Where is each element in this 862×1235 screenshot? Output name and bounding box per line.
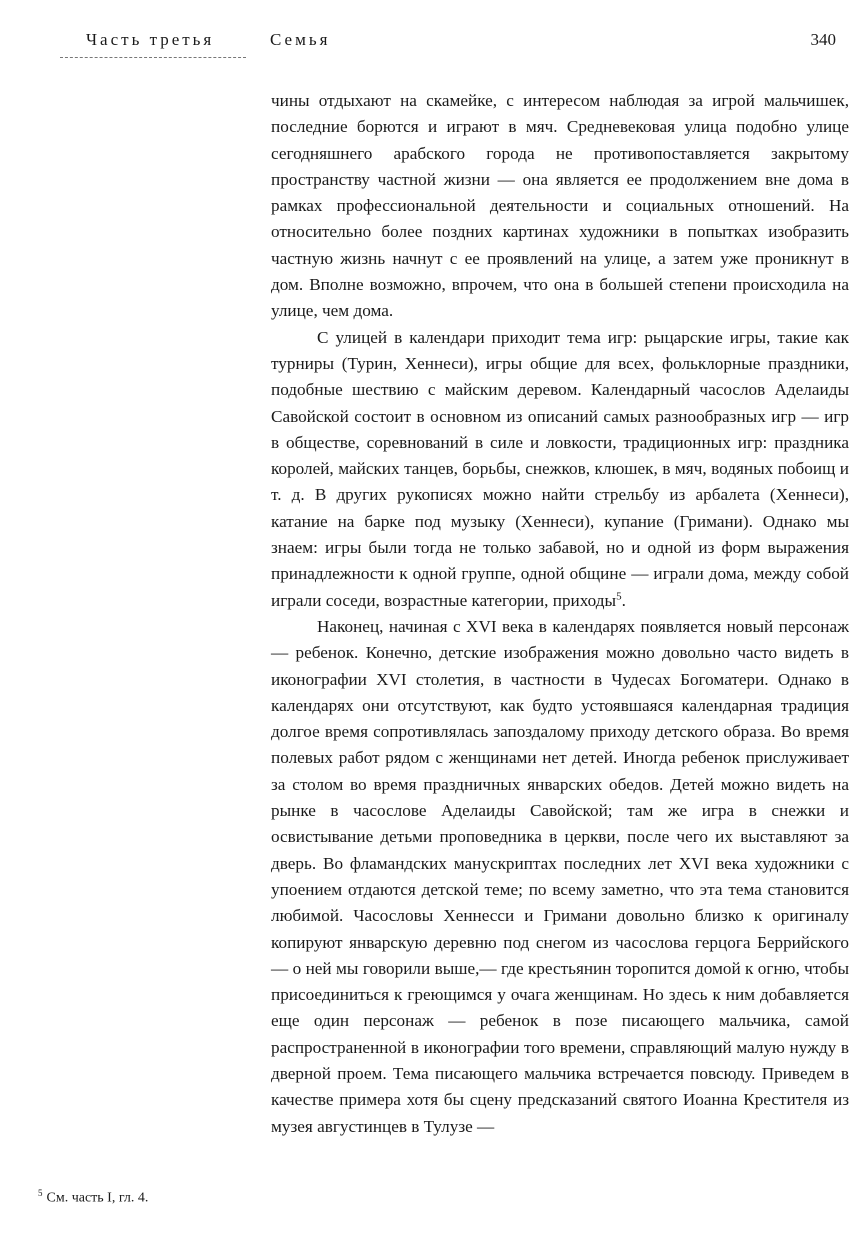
paragraph-3 (271, 614, 849, 1140)
footnote-text: См. часть I, гл. 4. (46, 1190, 149, 1206)
page-number: 340 (810, 30, 836, 49)
paragraph-2-text: С улицей в календари приходит тема игр: рыцарские игры, такие как турниры (Турин, Хеннеси), игры общие для всех, фольклорные праздники, подобные шествию с майским деревом. Календарный часослов Аделаиды Савойской состоит в основном из описаний самых разнообразных игр — игр в обществе, соревнований в силе и ловкости, традиционных игр: праздника королей, майских танцев, борьбы, снежков, клюшек, в мяч, водяных побоищ и т. д. В других рукописях можно найти стрельбу из арбалета (Хеннеси), катание на барке под музыку (Хеннеси), купание (Гримани). Однако мы знаем: игры были тогда не только забавой, но и одной из форм выражения принадлежности к одной группе, одной общине — играли дома, между собой играли соседи, возрастные категории, приходы (271, 327, 849, 610)
paragraph-1 (271, 88, 849, 325)
paragraph-1-text: чины отдыхают на скамейке, с интересом наблюдая за игрой мальчишек, последние борются и играют в мяч. Средневековая улица подобно улице сегодняшнего арабского города не противопоставляется закрытому пространству частной жизни — она является ее продолжением вне дома в рамках профессиональной деятельности и социальных отношений. На относительно более поздних картинах художники в попытках изобразить частную жизнь начнут с ее проявлений на улице, а затем уже проникнут в дом. Вполне возможно, впрочем, что она в большей степени происходила на улице, чем дома. (271, 91, 849, 321)
paragraph-2 (271, 325, 849, 614)
footnote (38, 1188, 148, 1207)
header-rule (60, 57, 246, 58)
running-head-section: Часть третья (86, 30, 215, 49)
body-text (271, 88, 849, 1140)
footnote-mark: 5 (38, 1188, 43, 1198)
paragraph-3-text: Наконец, начиная с XVI века в календарях появляется новый персонаж — ребенок. Конечно, детские изображения можно довольно часто видеть в иконографии XVI столетия, в частности в Чудесах Богоматери. Однако в календарях они отсутствуют, как будто устоявшаяся календарная традиция долгое время сопротивлялась запоздалому приходу детского образа. Во время полевых работ рядом с женщинами нет детей. Иногда ребенок прислуживает за столом во время праздничных январских обедов. Детей можно видеть на рынке в часослове Аделаиды Савойской; там же игра в снежки и освистывание детьми проповедника в церкви, после чего их выставляют за дверь. Во фламандских манускриптах последних лет XVI века художники с упоением отдаются детской теме; по всему заметно, что эта тема становится любимой. Часословы Хеннесси и Гримани довольно близко к оригиналу копируют январскую деревню под снегом из часослова герцога Беррийского — о ней мы говорили выше,— где крестьянин торопится домой к огню, чтобы присоединиться к греющимся у очага женщинам. Но здесь к ним добавляется еще один персонаж — ребенок в позе писающего мальчика, самой распространенной в иконографии того времени, справляющий малую нужду в дверной проем. Тема писающего мальчика встречается повсюду. Приведем в качестве примера хотя бы сцену предсказаний святого Иоанна Крестителя из музея августинцев в Тулузе — (271, 616, 849, 1136)
running-head-chapter: Семья (270, 30, 331, 49)
running-head (86, 30, 836, 54)
footnote-reference[interactable]: 5 (616, 589, 622, 602)
paragraph-2-tail: . (621, 590, 626, 610)
